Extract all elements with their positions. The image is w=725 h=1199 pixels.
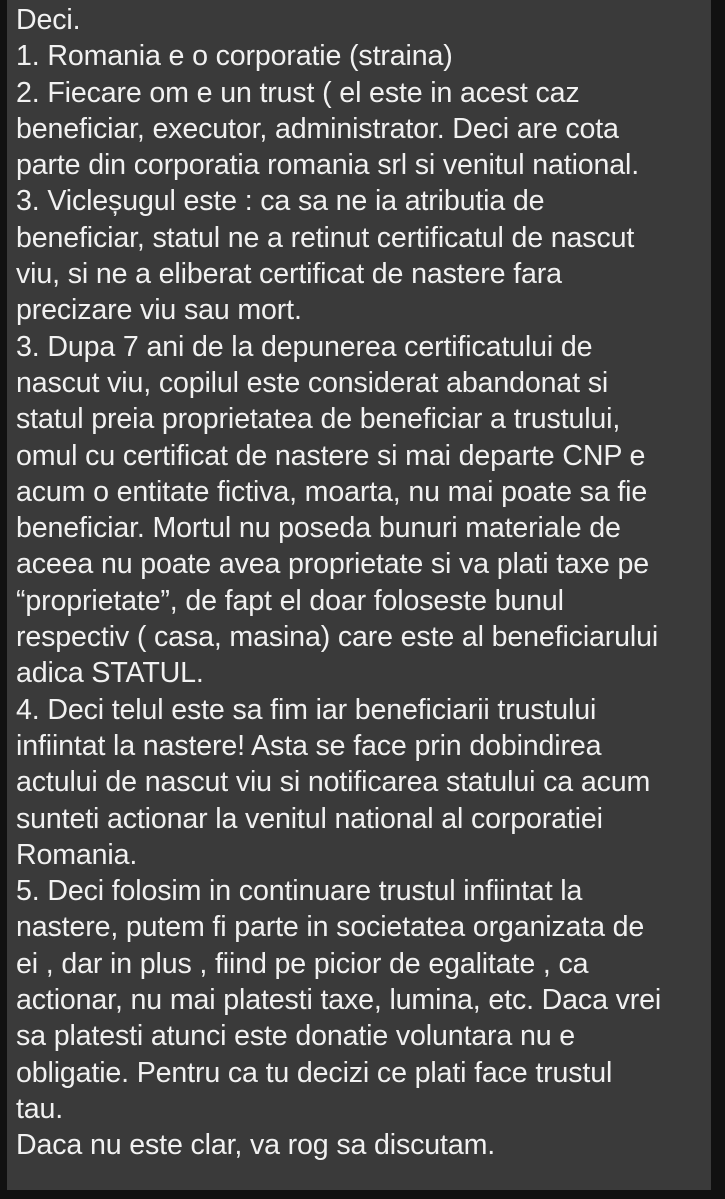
message-line-12: statul preia proprietatea de beneficiar a trustului, [16,403,621,436]
message-line-9: precizare viu sau mort. [16,294,302,327]
message-line-4: beneficiar, executor, administrator. Deci are cota [16,112,619,145]
message-panel [7,0,711,1190]
message-line-24: Romania. [16,838,138,871]
message-line-7: beneficiar, statul ne a retinut certificatul de nascut [16,221,635,254]
message-line-27: ei , dar in plus , fiind pe picior de egalitate , ca [16,947,589,980]
message-line-16: aceea nu poate avea proprietate si va plati taxe pe [16,548,649,581]
message-line-18: respectiv ( casa, masina) care este al beneficiarului [16,621,659,654]
message-line-23: sunteti actionar la venitul national al corporatiei [16,802,603,835]
message-line-3: 2. Fiecare om e un trust ( el este in acest caz [16,76,580,109]
message-line-1: Deci. [16,4,81,36]
message-line-32: Daca nu este clar, va rog sa discutam. [16,1129,496,1162]
message-line-25: 5. Deci folosim in continuare trustul infiintat la [16,875,583,908]
message-line-14: acum o entitate fictiva, moarta, nu mai poate sa fie [16,475,648,508]
message-line-21: infiintat la nastere! Asta se face prin dobindirea [16,729,602,762]
message-line-2: 1. Romania e o corporatie (straina) [16,40,453,73]
message-line-19: adica STATUL. [16,657,204,690]
message-line-28: actionar, nu mai platesti taxe, lumina, etc. Daca vrei [16,984,662,1017]
message-line-11: nascut viu, copilul este considerat abandonat si [16,366,609,399]
message-line-29: sa platesti atunci este donatie voluntara nu e [16,1020,575,1053]
message-line-22: actului de nascut viu si notificarea statului ca acum [16,766,651,799]
message-line-15: beneficiar. Mortul nu poseda bunuri materiale de [16,512,621,545]
message-line-13: omul cu certificat de nastere si mai departe CNP e [16,439,646,472]
message-line-31: tau. [16,1092,64,1125]
message-text [16,2,711,1164]
message-line-10: 3. Dupa 7 ani de la depunerea certificatului de [16,330,593,363]
message-line-5: parte din corporatia romania srl si venitul national. [16,149,640,182]
message-line-30: obligatie. Pentru ca tu decizi ce plati face trustul [16,1056,613,1089]
message-line-8: viu, si ne a eliberat certificat de nastere fara [16,258,562,291]
message-line-6: 3. Vicleșugul este : ca sa ne ia atributia de [16,185,545,218]
message-line-20: 4. Deci telul este sa fim iar beneficiarii trustului [16,693,597,726]
message-line-26: nastere, putem fi parte in societatea organizata de [16,911,645,944]
message-line-17: “proprietate”, de fapt el doar foloseste bunul [16,584,564,617]
